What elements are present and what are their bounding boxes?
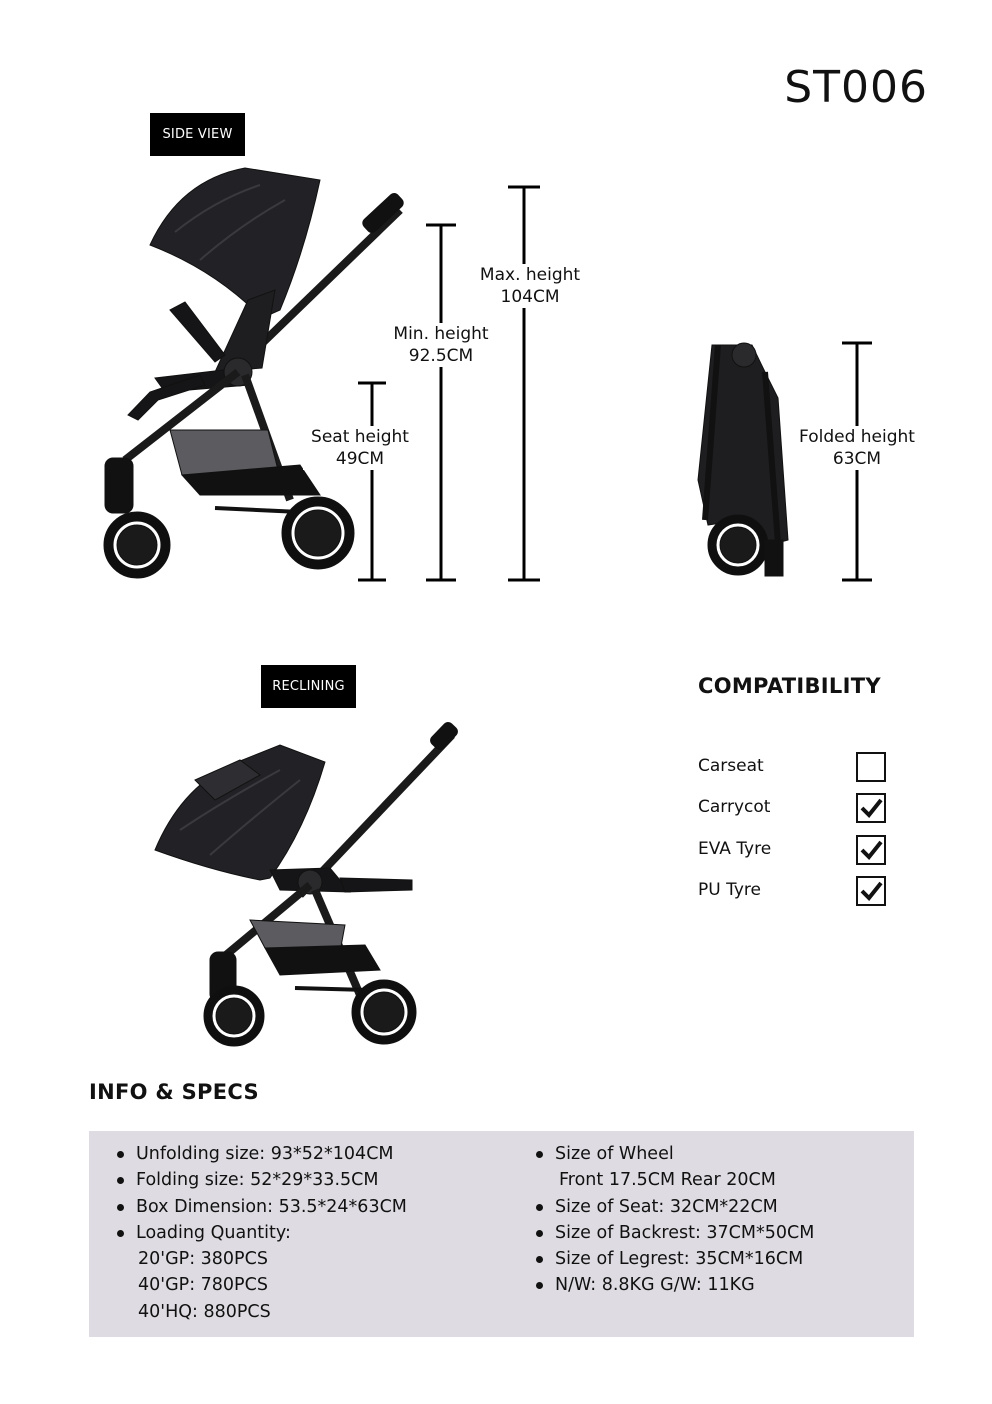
seat-height-value: 49CM [335,449,385,469]
specs-right-column [555,1141,814,1299]
side-view-tag: SIDE VIEW [150,113,245,156]
min-height-dimension-line [426,225,456,580]
spec-item: N/W: 8.8KG G/W: 11KG [555,1272,814,1298]
compatibility-title: COMPATIBILITY [698,674,881,698]
max-height-dimension-line [508,187,540,580]
min-height-label [386,323,496,367]
carrycot-checkbox[interactable] [856,793,886,823]
stroller-folded [698,343,788,576]
spec-item: Size of Backrest: 37CM*50CM [555,1220,814,1246]
specs-title: INFO & SPECS [89,1080,259,1104]
specs-box [89,1131,914,1337]
compat-label: Carseat [698,756,764,776]
spec-subitem: 40'HQ: 880PCS [138,1301,271,1322]
reclining-stroller-image [140,720,480,1060]
folded-height-title: Folded height [799,427,915,447]
reclining-tag: RECLINING [261,665,356,708]
model-number: ST006 [784,62,928,113]
compat-row-pu-tyre [698,876,888,906]
side-view-stroller-image [0,0,992,640]
min-height-title: Min. height [393,324,489,344]
spec-item: Unfolding size: 93*52*104CM [136,1141,407,1167]
spec-item: Size of Seat: 32CM*22CM [555,1194,814,1220]
max-height-value: 104CM [500,287,560,307]
compat-label: PU Tyre [698,880,761,900]
spec-subitem: Front 17.5CM Rear 20CM [559,1170,776,1191]
checkmark-icon [858,878,884,904]
compat-row-carrycot [698,793,888,823]
checkmark-icon [858,837,884,863]
folded-height-value: 63CM [832,449,882,469]
carseat-checkbox[interactable] [856,752,886,782]
compat-row-eva-tyre [698,835,888,865]
specs-left-column [136,1141,407,1325]
spec-subitem: 20'GP: 380PCS [138,1249,268,1270]
min-height-value: 92.5CM [408,346,474,366]
spec-item: Box Dimension: 53.5*24*63CM [136,1194,407,1220]
eva-tyre-checkbox[interactable] [856,835,886,865]
stroller-side [104,168,405,578]
checkmark-icon [858,795,884,821]
seat-height-title: Seat height [311,427,409,447]
pu-tyre-checkbox[interactable] [856,876,886,906]
seat-height-dimension-line [358,383,386,580]
spec-item: Loading Quantity: [136,1220,407,1246]
compat-label: EVA Tyre [698,839,772,859]
compat-label: Carrycot [698,797,771,817]
compat-row-carseat [698,752,888,782]
max-height-title: Max. height [479,265,581,285]
spec-item: Size of Wheel [555,1141,814,1167]
seat-height-label [303,426,417,470]
max-height-label [474,264,586,308]
spec-subitem: 40'GP: 780PCS [138,1275,268,1296]
spec-item: Size of Legrest: 35CM*16CM [555,1246,814,1272]
spec-item: Folding size: 52*29*33.5CM [136,1167,407,1193]
folded-height-label [788,426,926,470]
